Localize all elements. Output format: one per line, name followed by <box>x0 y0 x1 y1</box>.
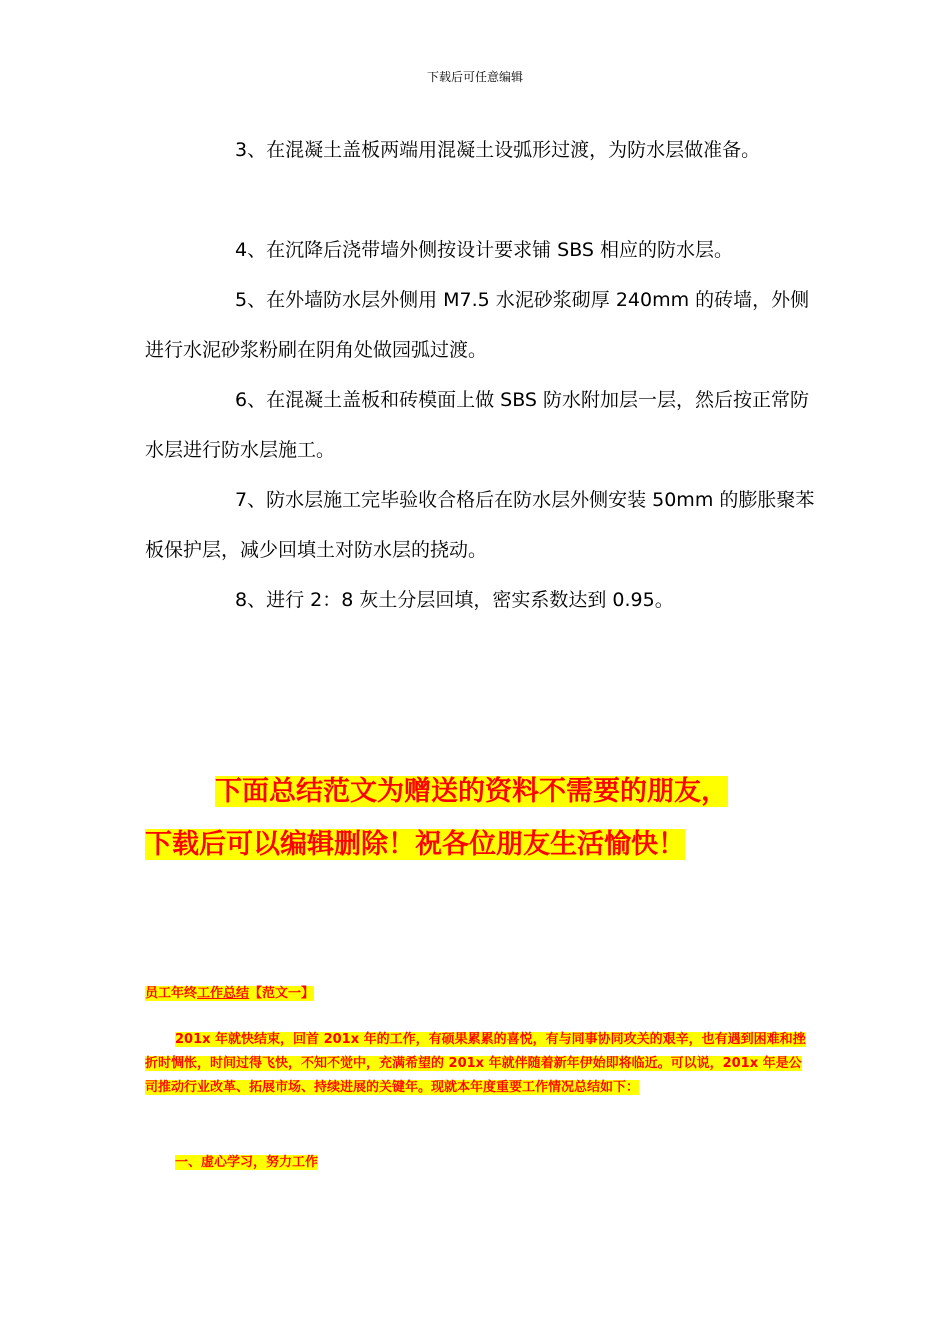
summary-section-1 <box>145 1151 810 1175</box>
step-5: 5、在外墙防水层外侧用 M7.5 水泥砂浆砌厚 240mm 的砖墙，外侧进行水泥砂浆粉刷在阴角处做园弧过渡。 <box>145 289 810 361</box>
step-6: 6、在混凝土盖板和砖模面上做 SBS 防水附加层一层，然后按正常防水层进行防水层施工。 <box>145 389 809 461</box>
summary-section-1-text: 一、虚心学习，努力工作 <box>175 1155 319 1170</box>
step-3: 3、在混凝土盖板两端用混凝土设弧形过渡，为防水层做准备。 <box>235 139 761 161</box>
notice-line-1: 下面总结范文为赠送的资料不需要的朋友， <box>215 776 728 807</box>
notice-block <box>145 765 805 871</box>
summary-title-prefix: 员工年终 <box>145 986 198 1001</box>
page-header: 下载后可任意编辑 <box>426 70 523 84</box>
step-4: 4、在沉降后浇带墙外侧按设计要求铺 SBS 相应的防水层。 <box>235 239 733 261</box>
summary-intro-text: 201x 年就快结束，回首 201x 年的工作，有硕果累累的喜悦，有与同事协同攻关的艰辛，也有遇到困难和挫折时惆怅，时间过得飞快，不知不觉中，充满希望的 201x 年就伴随着新年伊始即将临近。可以说，201x 年是公司推动行业改革、拓展市场、持续进展的关键年。现就本年度重要工作情况总结如下： <box>145 1032 806 1095</box>
step-7: 7、防水层施工完毕验收合格后在防水层外侧安装 50mm 的膨胀聚苯板保护层，减少回填土对防水层的挠动。 <box>145 489 815 561</box>
summary-title <box>145 982 810 1006</box>
notice-line-2: 下载后可以编辑删除！祝各位朋友生活愉快！ <box>145 829 685 860</box>
summary-intro <box>145 1028 810 1100</box>
step-8: 8、进行 2：8 灰土分层回填，密实系数达到 0.95。 <box>235 589 674 611</box>
summary-title-suffix: 【范文一】 <box>249 986 315 1001</box>
summary-title-link: 工作总结 <box>197 986 250 1001</box>
